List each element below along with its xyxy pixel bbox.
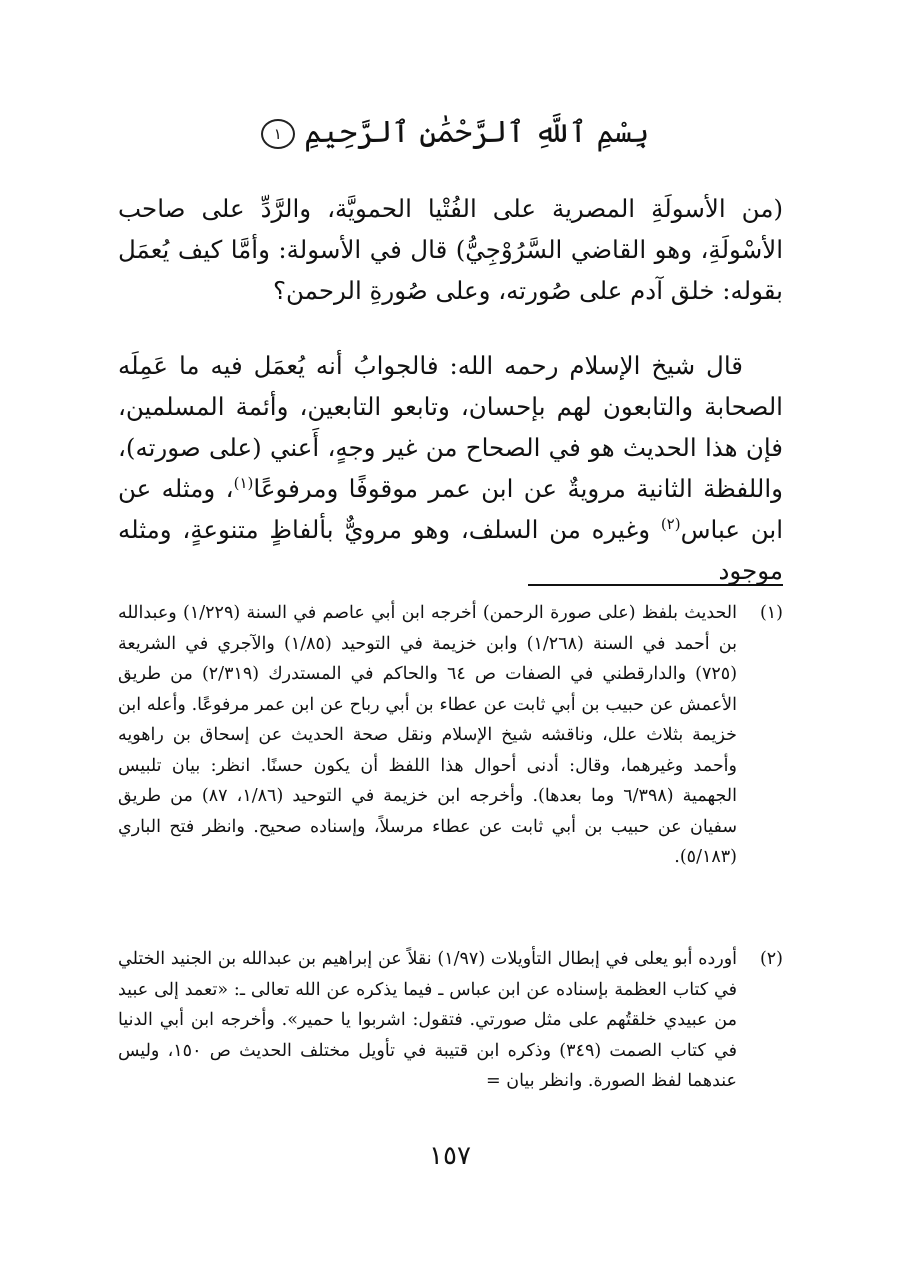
paragraph-question: (من الأسولَةِ المصرية على الفُتْيا الحمويَّة، والرَّدِّ على صاحب الأسْولَةِ، وهو القاضي السَّرُوْجِيُّ) قال في الأسولة: وأمَّا كيف يُعمَل بقوله: خلق آدم على صُورته، وعلى صُورةِ الرحمن؟	[118, 194, 783, 305]
answer-text-part3: وغيره من السلف، وهو مرويٌّ بألفاظٍ متنوعةٍ، ومثله موجود	[118, 515, 783, 585]
footnote-ref-2[interactable]: (٢)	[660, 514, 681, 533]
section-number-badge: ١	[261, 119, 295, 149]
answer-text-part2: ، ومثله عن ابن عباس	[118, 474, 784, 544]
paragraph-answer	[118, 345, 783, 591]
page-number: ١٥٧	[429, 1141, 471, 1171]
answer-text-part1: قال شيخ الإسلام رحمه الله: فالجوابُ أنه يُعمَل فيه ما عَمِلَه الصحابة والتابعون لهم بإحسان، وتابعو التابعين، وأئمة المسلمين، فإن هذا الحديث هو في الصحاح من غير وجهٍ، أَعني (على صورته)، واللفظة الثانية مرويةٌ عن ابن عمر موقوفًا ومرفوعًا	[118, 351, 783, 503]
footnote-1	[118, 598, 783, 873]
basmala-text: بِسْمِ ٱللَّهِ ٱلرَّحْمَٰنِ ٱلرَّحِيمِ	[304, 115, 650, 150]
footnote-text: أورده أبو يعلى في إبطال التأويلات (١/٩٧) نقلاً عن إبراهيم بن عبدالله بن الجنيد الختلي في كتاب العظمة بإسناده عن ابن عباس ـ فيما يذكره عن الله تعالى ـ: «تعمد إلى عبيد من عبيدي خلقتُهم على مثل صورتي. فتقول: اشربوا يا حمير». وأخرجه ابن أبي الدنيا في كتاب الصمت (٣٤٩) وذكره ابن قتيبة في تأويل مختلف الحديث ص ١٥٠، وليس عندهما لفظ الصورة. وانظر بيان =	[118, 949, 738, 1091]
footnote-text: الحديث بلفظ (على صورة الرحمن) أخرجه ابن أبي عاصم في السنة (١/٢٢٩) وعبدالله بن أحمد في السنة (١/٢٦٨) وابن خزيمة في التوحيد (١/٨٥) والآجري في الشريعة (٧٢٥) والدارقطني في الصفات ص ٦٤ والحاكم في المستدرك (٢/٣١٩) من طريق الأعمش عن حبيب بن أبي ثابت عن عطاء بن أبي رباح عن ابن عمر مرفوعًا. وأعله ابن خزيمة بثلاث علل، وناقشه شيخ الإسلام ونقل صحة الحديث عن إسحاق بن راهويه وأحمد وغيرهما، وقال: أدنى أحوال هذا اللفظ أن يكون حسنًا. انظر: بيان تلبيس الجهمية (٦/٣٩٨ وما بعدها). وأخرجه ابن خزيمة في التوحيد (١/٨٦، ٨٧) من طريق سفيان عن حبيب بن أبي ثابت عن عطاء مرسلاً، وإسناده صحيح. وانظر فتح الباري (٥/١٨٣).	[118, 603, 738, 867]
footnote-number: (١)	[759, 603, 783, 623]
footnote-2	[118, 944, 783, 1097]
footnote-ref-1[interactable]: (١)	[233, 473, 254, 492]
basmala-header	[0, 108, 900, 158]
footnote-separator	[528, 584, 783, 586]
footnote-number: (٢)	[759, 949, 783, 969]
